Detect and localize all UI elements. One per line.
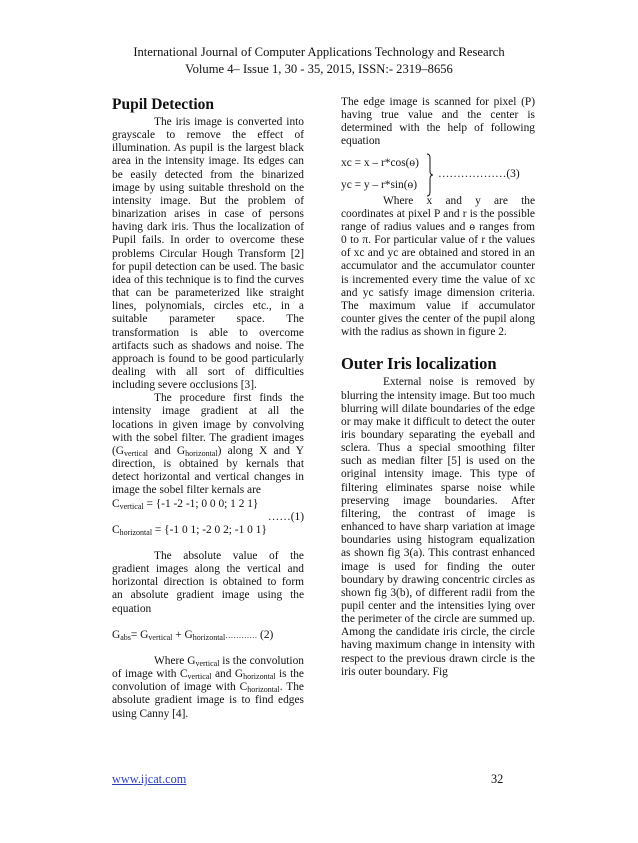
paragraph-where-gradient: Where $G_{vertical}$ is the convolution of image with $C_{vertical}$ and $G_{horizontal}$ is the convolution of image with $C_{horizontal}$. The absolute gradient image is to find edges using Canny [4]. (112, 654, 304, 720)
curly-brace-icon (425, 153, 435, 197)
equation-2: $G_{abs}= G_{vertical}$ + $G_{horizontal}\dots\dots\dots\dots$ (2) (112, 628, 274, 642)
paragraph-gradient: The procedure first finds the intensity image gradient at all the locations in given image by convolving with the sobel filter. The gradient images ($G_{vertical}$ and $G_{horizontal}$) along X and Y direction, is obtained by kernals that detect horizontal and vertical changes in image the sobel filter kernals are (112, 392, 304, 497)
paragraph-edge-scan: The edge image is scanned for pixel (P) having true value and the center is determined with the help of following equation (341, 96, 535, 148)
section-heading-pupil-detection: Pupil Detection (112, 96, 215, 113)
paragraph-accumulator: Where x and y are the coordinates at pixel P and r is the possible range of radius values and ɵ ranges from 0 to π. For particular value of r the values of xc and yc are obtained and stored in an accumulator and the accumulator counter is incremented every time the value of xc and yc satisfy image dimension criteria. The maximum value if accumulator counter gives the center of the pupil along with the radius as shown in figure 2. (341, 194, 535, 339)
equation-yc: yc = y – r*sin(ɵ) (341, 178, 418, 191)
section-heading-outer-iris: Outer Iris localization (341, 354, 497, 374)
paragraph-pupil-intro: The iris image is converted into grayscale to remove the effect of illumination. As pupil is the largest black area in the intensity image. Its edges can be easily detected from the binarized image by using suitable threshold on the intensity image. But the problem of binarization arises in case of persons having dark iris. Thus the localization of Pupil fails. In order to overcome these problems Circular Hough Transform [2] for pupil detection can be used. The basic idea of this technique is to find the curves that can be parameterized like straight lines, polynomials, circles etc., in a suitable parameter space. The transformation is able to overcome artifacts such as shadows and noise. The approach is found to be good particularly dealing with all sort of difficulties including severe occlusions [3]. (112, 116, 304, 392)
footer-url-link[interactable]: www.ijcat.com (112, 772, 187, 786)
equation-3-number: ………………(3) (438, 167, 520, 180)
journal-header (0, 44, 638, 78)
paragraph-outer-iris: External noise is removed by blurring the intensity image. But too much blurring will dilate boundaries of the edge or may make it difficult to detect the outer iris boundary separating the eyeball and sclera. Thus a special smoothing filter such as median filter [5] is used on the original intensity image. This type of filtering eliminates sparse noise while preserving image boundaries. After filtering, the contrast of image is enhanced to have sharp variation at image boundaries using histogram equalization as shown fig 3(a). This contrast enhanced image is used for finding the outer boundary by drawing concentric circles as shown fig 3(b), of different radii from the pupil center and the intensities lying over the perimeter of the circle are summed up. Among the candidate iris circle, the circle having maximum change in intensity with respect to the previous drawn circle is the iris outer boundary. Fig (341, 376, 535, 678)
equation-1-number: ……(1) (267, 510, 304, 523)
equation-1b: $C_{horizontal} = \{-1$ 0 1; -2 0 2; -1 0 1} (112, 523, 267, 537)
journal-volume-info: Volume 4– Issue 1, 30 - 35, 2015, ISSN:- 2319–8656 (185, 62, 453, 76)
equation-xc: xc = x – r*cos(ɵ) (341, 156, 419, 169)
right-column (341, 96, 535, 679)
equation-1: $C_{vertical} = \{-1$ -2 -1; 0 0 0; 1 2 1} (112, 497, 259, 511)
page-number: 32 (491, 772, 504, 786)
journal-title: International Journal of Computer Applications Technology and Research (133, 45, 505, 59)
left-column (112, 96, 304, 721)
paragraph-absolute-gradient: The absolute value of the gradient images along the vertical and horizontal direction is obtained to form an absolute gradient image using the equation (112, 550, 304, 615)
equation-3-system (341, 155, 535, 195)
